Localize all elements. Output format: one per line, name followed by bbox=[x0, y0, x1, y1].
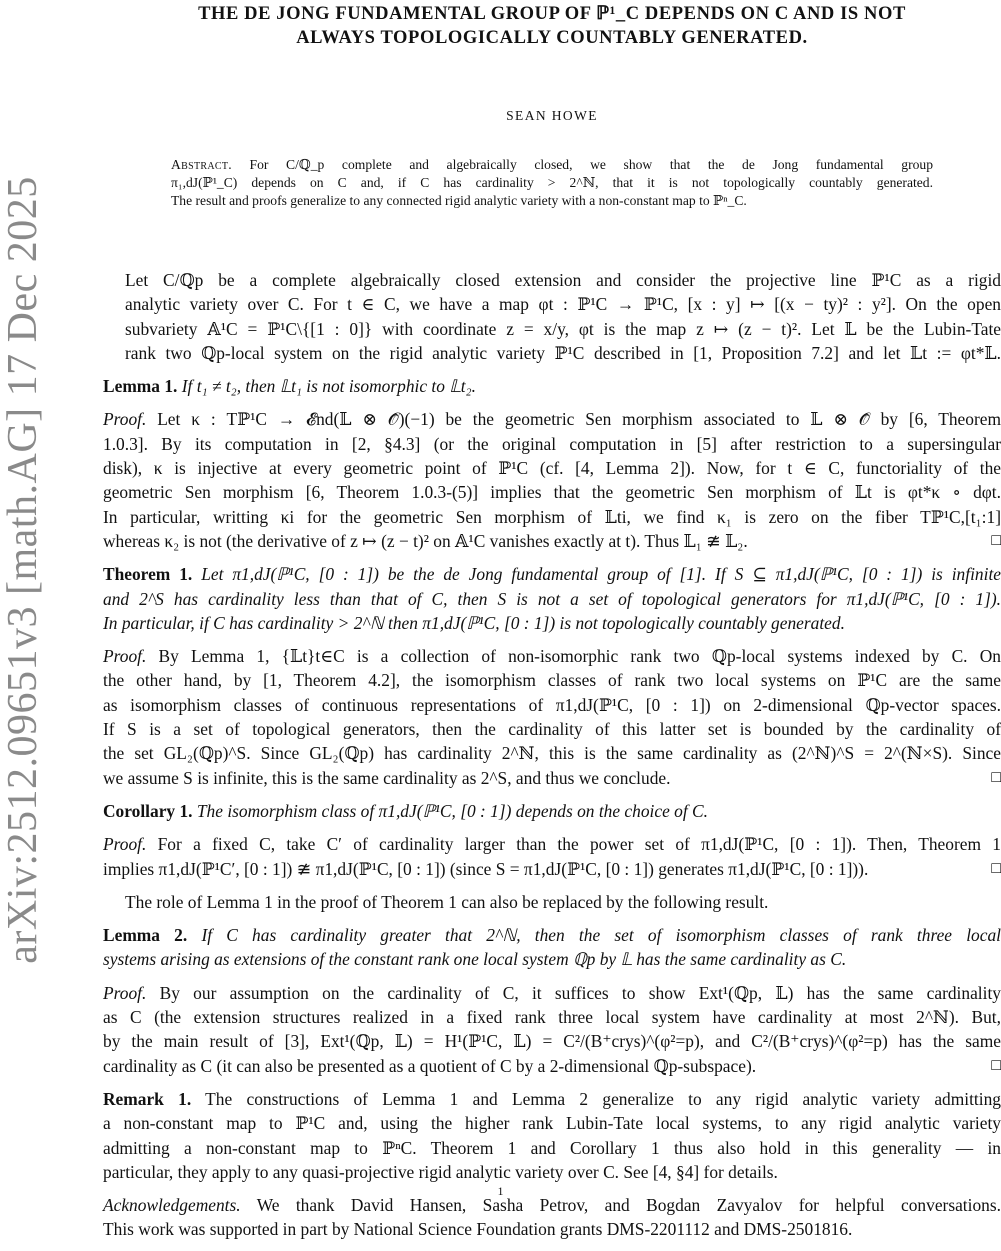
intro-line: Let C/ℚp be a complete algebraically closed extension and consider the projective line ℙ¹C as a rigid bbox=[125, 270, 1001, 290]
abstract-label: Abstract. bbox=[171, 157, 232, 172]
ack-label: Acknowledgements. bbox=[103, 1195, 241, 1216]
corollary-1-head: Corollary 1. bbox=[103, 800, 193, 821]
paper-page bbox=[103, 0, 1001, 1251]
proof-line: by the main result of [3], Ext¹(ℚp, 𝕃) = H¹(ℙ¹C, 𝕃) = C²/(B⁺crys)^(φ²=p), and C²/(B⁺crys)^(φ²=p) has the same bbox=[103, 1031, 1001, 1052]
lemma-2-line: systems arising as extensions of the constant rank one local system ℚp by 𝕃 has the same cardinality as C. bbox=[103, 949, 847, 970]
proof-line: the set GL₂(ℚp)^S. Since GL₂(ℚp) has cardinality 2^ℕ, this is the same cardinality as (2^ℕ)^S = 2^(ℕ×S). Since bbox=[103, 743, 1001, 764]
ack-line: Acknowledgements. We thank David Hansen, Sasha Petrov, and Bogdan Zavyalov for helpful conversations. bbox=[103, 1195, 1001, 1216]
proof-line: geometric Sen morphism [6, Theorem 1.0.3-(5)] implies that the geometric Sen morphism of 𝕃t is φt*κ ∘ dφt. bbox=[103, 482, 1001, 503]
proof-line: as isomorphism classes of continuous representations of π1,dJ(ℙ¹C, [0 : 1]) on 2-dimensional ℚp-vector spaces. bbox=[103, 694, 1001, 715]
proof-line: disk), κ is injective at every geometric point of ℙ¹C (cf. [4, Lemma 2]). Now, for t ∈ C, functoriality of the bbox=[103, 458, 1001, 479]
corollary-1-proof bbox=[103, 832, 1001, 881]
lemma-1 bbox=[103, 374, 1001, 398]
abstract-line-1: Abstract. For C/ℚ_p complete and algebraically closed, we show that the de Jong fundamental group bbox=[171, 157, 933, 172]
intro-line: rank two ℚp-local system on the rigid analytic variety ℙ¹C described in [1, Proposition 7.2] and let 𝕃t := φt*𝕃. bbox=[125, 342, 1001, 363]
proof-line: Proof. By our assumption on the cardinality of C, it suffices to show Ext¹(ℚp, 𝕃) has the same cardinality bbox=[103, 982, 1001, 1003]
proof-line: cardinality as C (it can also be presented as a quotient of C by a 2-dimensional ℚp-subspace). □ bbox=[103, 1054, 1001, 1078]
proof-line: as C (the extension structures realized in a fixed rank three local system have cardinality at most 2^ℕ). But, bbox=[103, 1007, 1001, 1028]
theorem-1 bbox=[103, 562, 1001, 635]
intro-line: analytic variety over C. For t ∈ C, we have a map φt : ℙ¹C → ℙ¹C, [x : y] ↦ [(x − ty)² : y²]. On the open bbox=[125, 294, 1001, 315]
proof-line: the other hand, by [1, Theorem 4.2], the isomorphism classes of rank two local systems on ℙ¹C are the same bbox=[103, 670, 1001, 691]
paper-body bbox=[103, 268, 1001, 1242]
ack-line: This work was supported in part by National Science Foundation grants DMS-2201112 and DMS-2501816. bbox=[103, 1219, 853, 1240]
theorem-line: and 2^S has cardinality less than that of C, then S is not a set of topological generators for π1,dJ(ℙ¹C, [0 : 1]). bbox=[103, 588, 1001, 609]
lemma-1-statement: Lemma 1. If t₁ ≠ t₂, then 𝕃t₁ is not isomorphic to 𝕃t₂. bbox=[103, 376, 476, 397]
remark-1 bbox=[103, 1087, 1001, 1184]
proof-line: If S is a set of topological generators, then the cardinality of this latter set is bounded by the cardinality of bbox=[103, 719, 1001, 740]
author-name: SEAN HOWE bbox=[506, 108, 598, 123]
role-line: The role of Lemma 1 in the proof of Theorem 1 can also be replaced by the following result. bbox=[125, 891, 769, 912]
lemma-1-head: Lemma 1. bbox=[103, 376, 178, 397]
proof-line: Proof. For a fixed C, take C′ of cardinality larger than the power set of π1,dJ(ℙ¹C, [0 : 1]). Then, Theorem 1 bbox=[103, 834, 1001, 855]
acknowledgements bbox=[103, 1193, 1001, 1242]
lemma-2-proof bbox=[103, 981, 1001, 1078]
arxiv-sidebar-stamp bbox=[0, 176, 46, 964]
proof-line: 1.0.3]. By its computation in [2, §4.3] (or the original computation in [5] after restriction to a supersingular bbox=[103, 433, 1001, 454]
qed-symbol: □ bbox=[991, 859, 1001, 877]
proof-line: whereas κ₂ is not (the derivative of z ↦ (z − t)² on 𝔸¹C vanishes exactly at t). Thus 𝕃₁ ≇ 𝕃₂. □ bbox=[103, 529, 1001, 553]
paper-title bbox=[103, 0, 1001, 50]
theorem-1-head: Theorem 1. bbox=[103, 564, 193, 585]
lemma-2 bbox=[103, 923, 1001, 972]
abstract-line-2: π₁,dJ(ℙ¹_C) depends on C and, if C has cardinality > 2^ℕ, that it is not topologically countably generated. bbox=[171, 175, 933, 190]
theorem-line: In particular, if C has cardinality > 2^ℕ then π1,dJ(ℙ¹C, [0 : 1]) is not topologically countably generated. bbox=[103, 612, 845, 633]
remark-line: Remark 1. The constructions of Lemma 1 and Lemma 2 generalize to any rigid analytic variety admitting bbox=[103, 1088, 1001, 1109]
proof-line: In particular, writting κi for the geometric Sen morphism of 𝕃ti, we find κ₁ is zero on the fiber Tℙ¹C,[t₁:1] bbox=[103, 506, 1001, 527]
remark-line: a non-constant map to ℙ¹C and, using the higher rank Lubin-Tate local systems, to any rigid analytic variety bbox=[103, 1113, 1001, 1134]
proof-line: implies π1,dJ(ℙ¹C′, [0 : 1]) ≇ π1,dJ(ℙ¹C, [0 : 1]) (since S = π1,dJ(ℙ¹C, [0 : 1]) generates π1,dJ(ℙ¹C, [0 : 1])). □ bbox=[103, 857, 1001, 881]
theorem-1-proof bbox=[103, 644, 1001, 790]
theorem-line: Theorem 1. Let π1,dJ(ℙ¹C, [0 : 1]) be the de Jong fundamental group of [1]. If S ⊆ π1,dJ(ℙ¹C, [0 : 1]) is infinite bbox=[103, 564, 1001, 585]
qed-symbol: □ bbox=[991, 1056, 1001, 1074]
corollary-1-statement: Corollary 1. The isomorphism class of π1,dJ(ℙ¹C, [0 : 1]) depends on the choice of C. bbox=[103, 800, 708, 821]
lemma-2-line: Lemma 2. If C has cardinality greater that 2^ℕ, then the set of isomorphism classes of rank three local bbox=[103, 925, 1001, 946]
abstract bbox=[171, 156, 933, 210]
title-line-2: ALWAYS TOPOLOGICALLY COUNTABLY GENERATED. bbox=[296, 28, 808, 48]
intro-line: subvariety 𝔸¹C = ℙ¹C\{[1 : 0]} with coordinate z = x/y, φt is the map z ↦ (z − t)². Let 𝕃 be the Lubin-Tate bbox=[125, 318, 1001, 339]
qed-symbol: □ bbox=[991, 531, 1001, 549]
lemma-2-head: Lemma 2. bbox=[103, 925, 188, 946]
abstract-line-3: The result and proofs generalize to any connected rigid analytic variety with a non-constant map to ℙⁿ_C. bbox=[171, 193, 747, 208]
page-number: 1 bbox=[497, 1184, 504, 1198]
corollary-1 bbox=[103, 799, 1001, 823]
remark-line: admitting a non-constant map to ℙⁿC. Theorem 1 and Corollary 1 thus also hold in this generality — in bbox=[103, 1137, 1001, 1158]
lemma-1-proof bbox=[103, 407, 1001, 553]
qed-symbol: □ bbox=[991, 768, 1001, 786]
proof-line: Proof. Let κ : Tℙ¹C → 𝓔nd(𝕃 ⊗ 𝒪̂)(−1) be the geometric Sen morphism associated to 𝕃 ⊗ 𝒪̂ by [6, Theorem bbox=[103, 409, 1001, 430]
proof-line: Proof. By Lemma 1, {𝕃t}t∈C is a collection of non-isomorphic rank two ℚp-local systems indexed by C. On bbox=[103, 646, 1001, 667]
proof-line: we assume S is infinite, this is the same cardinality as 2^S, and thus we conclude. □ bbox=[103, 766, 1001, 790]
remark-1-head: Remark 1. bbox=[103, 1088, 192, 1109]
arxiv-identifier: arXiv:2512.09651v3 [math.AG] 17 Dec 2025 bbox=[0, 176, 46, 964]
remark-line: particular, they apply to any quasi-projective rigid analytic variety over C. See [4, §4] for details. bbox=[103, 1161, 778, 1182]
title-line-1: THE DE JONG FUNDAMENTAL GROUP OF ℙ¹_C DEPENDS ON C AND IS NOT bbox=[198, 4, 906, 24]
role-paragraph bbox=[103, 890, 1001, 914]
intro-paragraph bbox=[103, 268, 1001, 365]
